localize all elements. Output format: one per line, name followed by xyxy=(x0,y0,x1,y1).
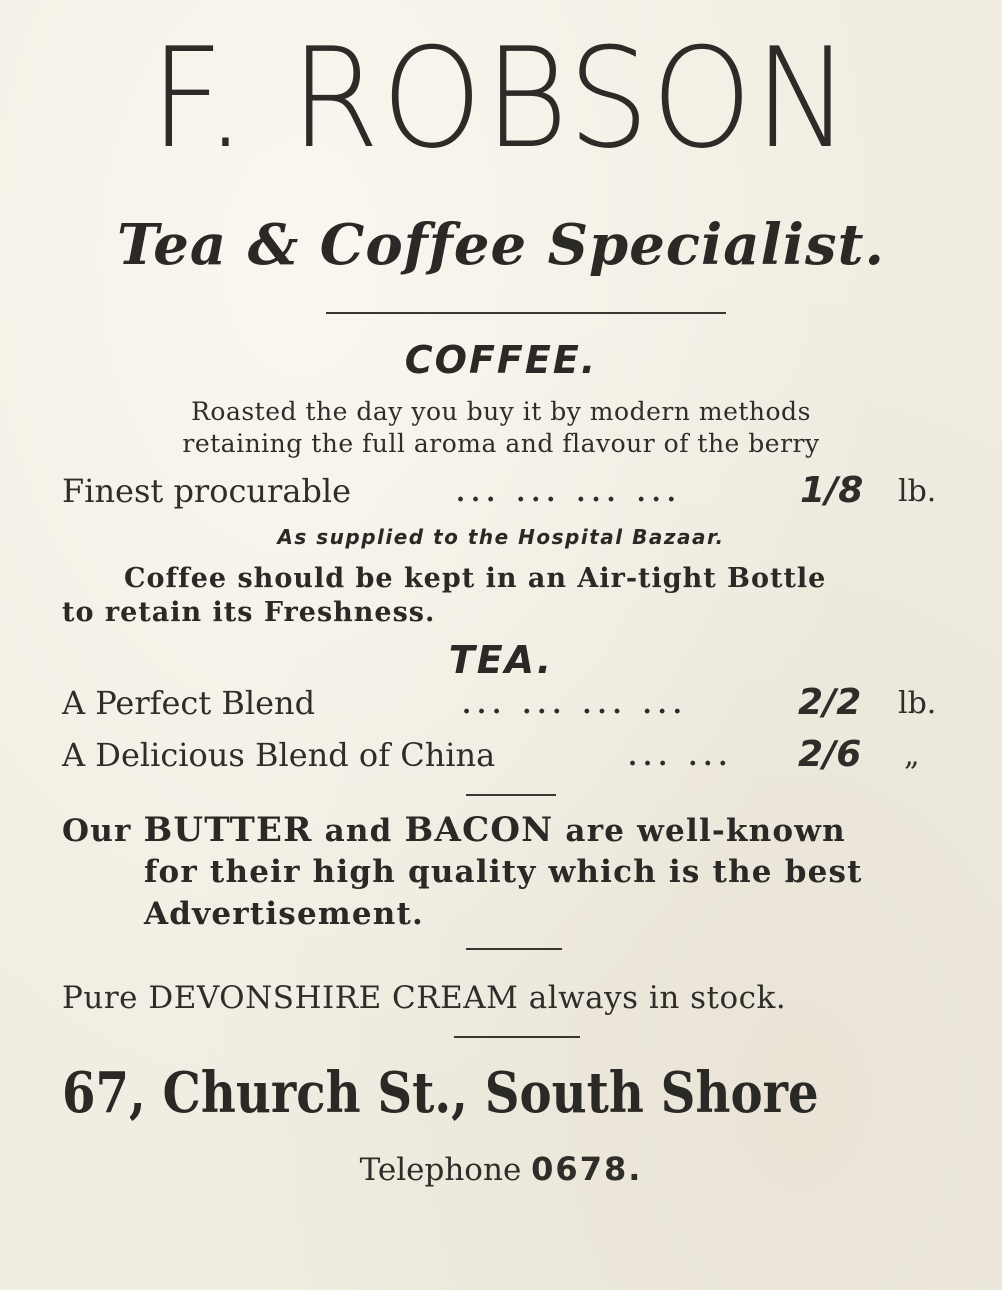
tea-item-unit: „ xyxy=(904,738,920,773)
divider-top xyxy=(326,312,726,314)
tea-item-row xyxy=(62,736,942,780)
shop-name: F. ROBSON xyxy=(149,18,853,179)
shop-address: 67, Church St., South Shore xyxy=(62,1060,819,1126)
tea-item-name: A Perfect Blend xyxy=(62,684,316,722)
telephone-line xyxy=(0,1150,1002,1188)
tea-item-name: A Delicious Blend of China xyxy=(62,736,496,774)
telephone-label: Telephone xyxy=(359,1152,522,1188)
bacon-word: BACON xyxy=(404,810,554,850)
tea-item-dots: ... ... ... ... xyxy=(462,690,688,720)
coffee-item-price: 1/8 xyxy=(800,470,864,511)
divider-tea xyxy=(466,794,556,796)
tea-item-price: 2/6 xyxy=(798,734,862,775)
butter-bacon-line3: Advertisement. xyxy=(144,896,425,932)
butter-word-rest: are well-known xyxy=(565,813,846,849)
tea-item-price: 2/2 xyxy=(798,682,862,723)
telephone-number: 0678. xyxy=(531,1150,643,1188)
butter-word: BUTTER xyxy=(143,810,313,850)
butter-bacon-line1 xyxy=(62,810,846,852)
coffee-item-name: Finest procurable xyxy=(62,472,352,510)
butter-bacon-line2: for their high quality which is the best xyxy=(144,854,863,890)
butter-word-and: and xyxy=(324,813,393,849)
coffee-heading: COFFEE. xyxy=(404,338,598,382)
butter-word-our: Our xyxy=(62,813,132,849)
tea-item-dots: ... ... xyxy=(628,742,734,772)
divider-cream xyxy=(454,1036,580,1038)
coffee-tip-line2: to retain its Freshness. xyxy=(62,597,436,628)
devonshire-cream-line: Pure DEVONSHIRE CREAM always in stock. xyxy=(62,980,787,1016)
tagline: Tea & Coffee Specialist. xyxy=(117,212,885,278)
coffee-item-dots: ... ... ... ... xyxy=(456,478,682,508)
coffee-item-unit: lb. xyxy=(898,474,937,509)
coffee-item-row xyxy=(62,472,942,516)
tea-heading: TEA. xyxy=(448,638,554,682)
divider-butter xyxy=(466,948,562,950)
coffee-description-line1: Roasted the day you buy it by modern methods xyxy=(191,397,811,426)
coffee-description-line2: retaining the full aroma and flavour of the berry xyxy=(182,429,820,458)
tea-item-unit: lb. xyxy=(898,686,937,721)
tea-item-row xyxy=(62,684,942,728)
hospital-bazaar-note: As supplied to the Hospital Bazaar. xyxy=(277,525,725,549)
coffee-tip-line1: Coffee should be kept in an Air-tight Bottle xyxy=(124,563,827,594)
